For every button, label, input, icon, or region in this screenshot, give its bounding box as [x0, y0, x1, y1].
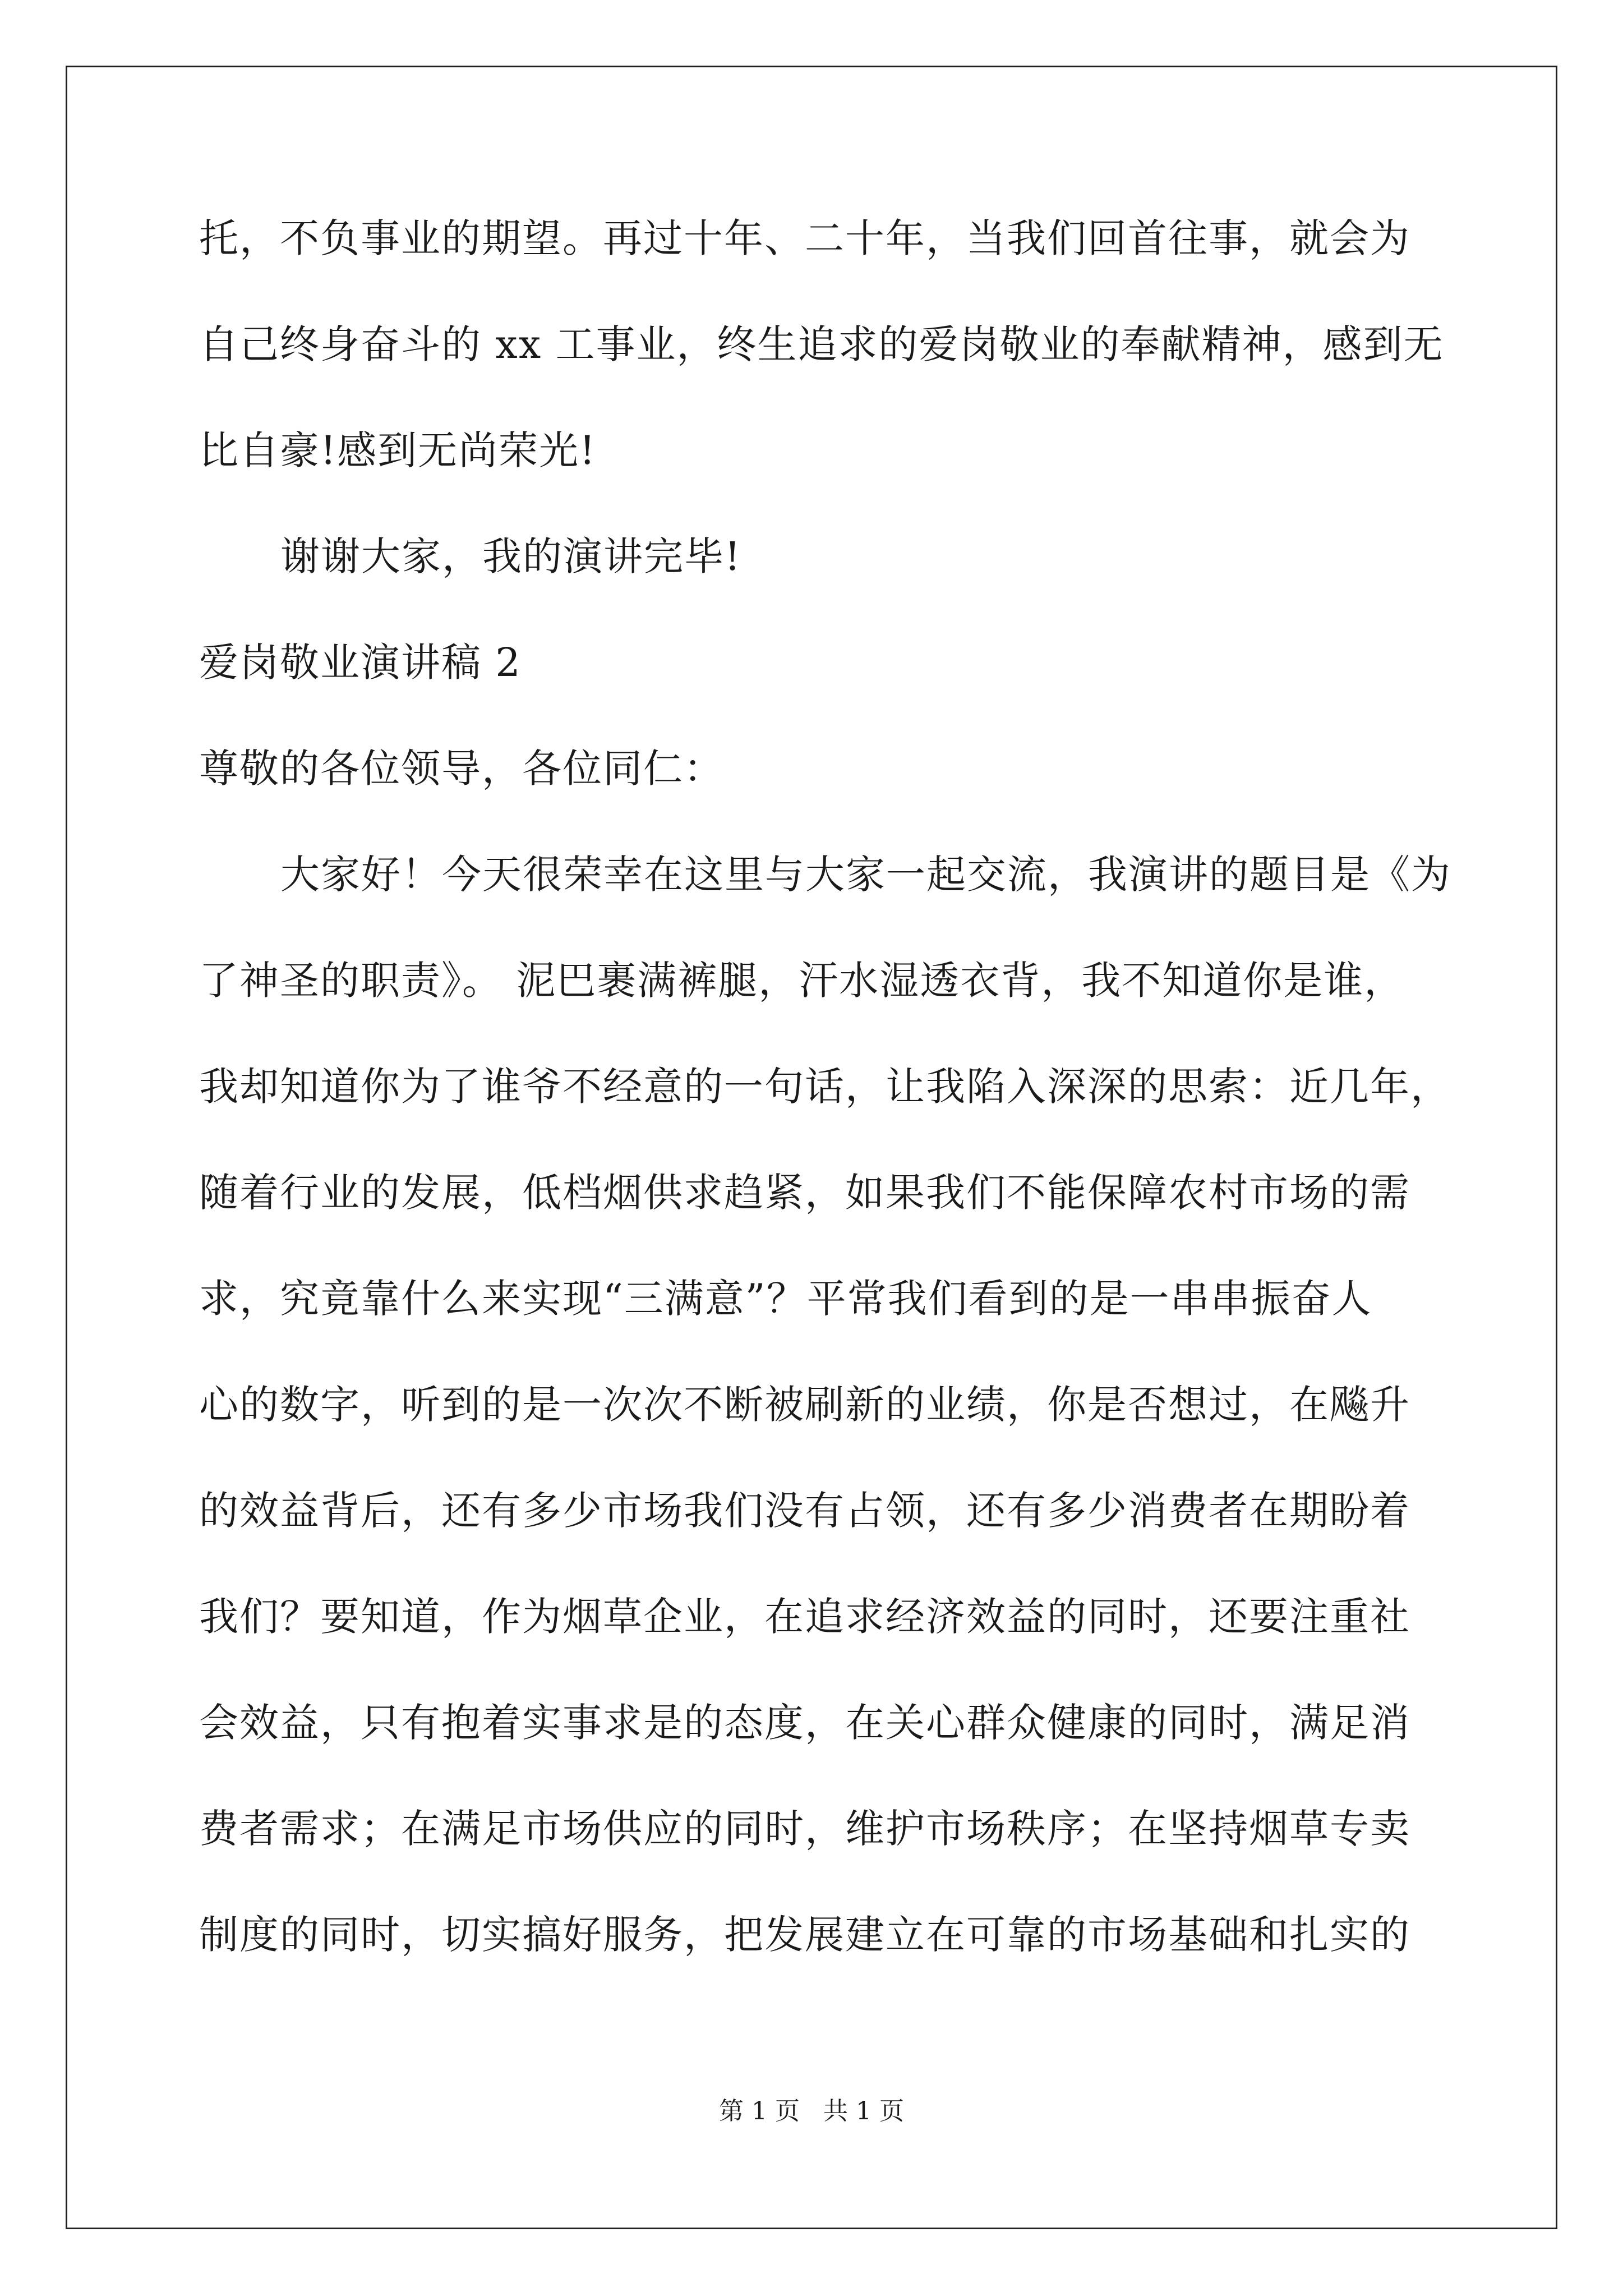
- document-body: [199, 215, 1451, 2021]
- section-title: 爱岗敬业演讲稿 2: [199, 639, 522, 685]
- text-line: 费者需求；在满足市场供应的同时，维护市场秩序；在坚持烟草专卖: [199, 1806, 1410, 1852]
- salutation: 尊敬的各位领导，各位同仁：: [199, 746, 724, 792]
- text-line: 大家好！今天很荣幸在这里与大家一起交流，我演讲的题目是《为: [280, 852, 1451, 898]
- text-line: 自己终身奋斗的 xx 工事业，终生追求的爱岗敬业的奉献精神，感到无: [199, 321, 1444, 367]
- text-line: 求，究竟靠什么来实现“三满意”？平常我们看到的是一串串振奋人: [199, 1276, 1372, 1322]
- text-line: 了神圣的职责》。 泥巴裹满裤腿，汗水湿透衣背，我不知道你是谁，: [199, 958, 1405, 1004]
- text-line: 比自豪!感到无尚荣光!: [199, 427, 597, 473]
- text-line: 我们？要知道，作为烟草企业，在追求经济效益的同时，还要注重社: [199, 1594, 1410, 1640]
- text-line: 制度的同时，切实搞好服务，把发展建立在可靠的市场基础和扎实的: [199, 1912, 1410, 1958]
- text-line: 心的数字，听到的是一次次不断被刷新的业绩，你是否想过，在飚升: [199, 1382, 1410, 1428]
- text-line: 的效益背后，还有多少市场我们没有占领，还有多少消费者在期盼着: [199, 1488, 1410, 1534]
- text-line: 谢谢大家，我的演讲完毕!: [280, 533, 742, 579]
- text-line: 随着行业的发展，低档烟供求趋紧，如果我们不能保障农村市场的需: [199, 1170, 1410, 1216]
- text-line: 我却知道你为了谁爷不经意的一句话，让我陷入深深的思索：近几年，: [199, 1064, 1451, 1110]
- page-footer: 第 1 页 共 1 页: [719, 2097, 904, 2125]
- text-line: 托，不负事业的期望。再过十年、二十年，当我们回首往事，就会为: [199, 215, 1410, 261]
- text-line: 会效益，只有抱着实事求是的态度，在关心群众健康的同时，满足消: [199, 1700, 1410, 1746]
